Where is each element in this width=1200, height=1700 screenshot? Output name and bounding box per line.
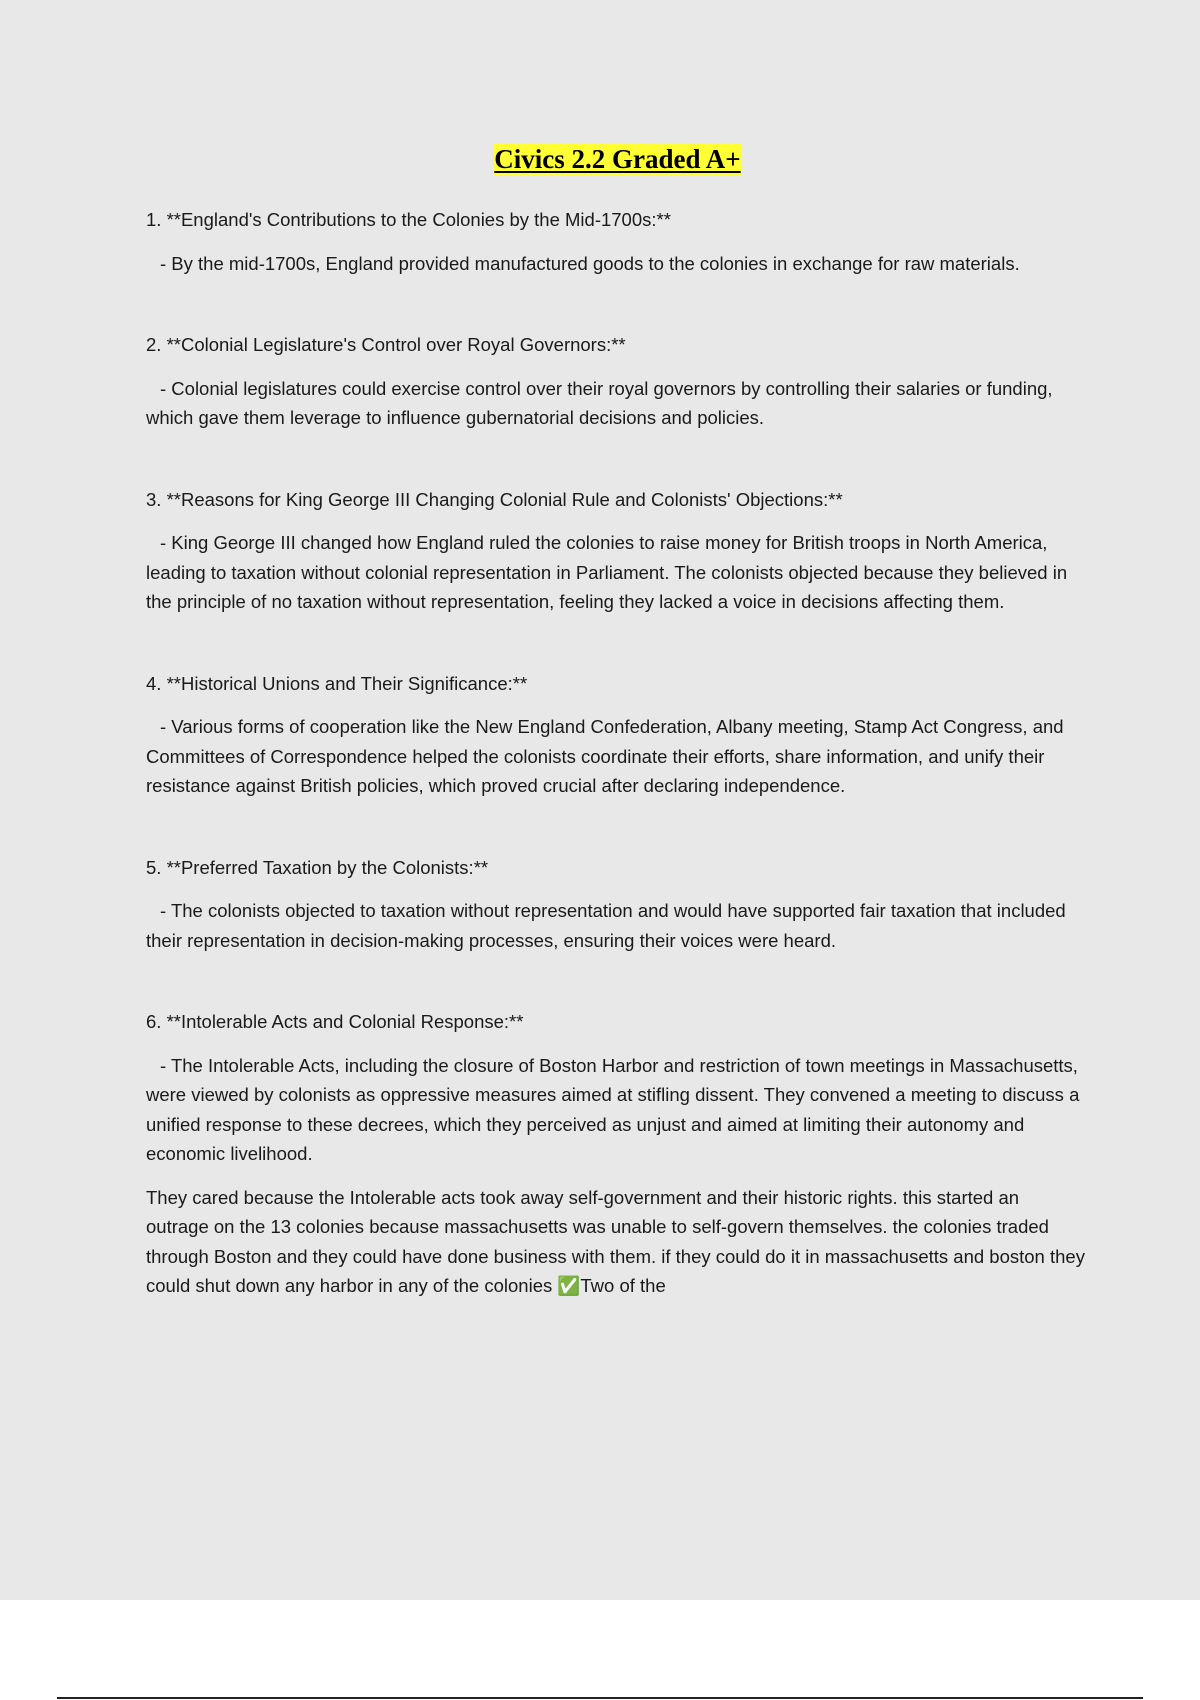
section-answer (146, 1051, 1086, 1169)
answer-text: - Colonial legislatures could exercise control over their royal governors by controlling their salaries or funding, which gave them leverage to influence gubernatorial decisions and policies. (146, 377, 1053, 428)
section-extra-paragraph: They cared because the Intolerable acts took away self-government and their historic rights. this started an outrage on the 13 colonies because massachusetts was unable to self-govern themselves. the colonies traded through Boston and they could have done business with them. if they could do it in massachusetts and boston they could shut down any harbor in any of the colonies ✅Two of the (146, 1186, 1085, 1296)
section-5 (146, 853, 1086, 956)
title-wrapper (0, 143, 1200, 175)
document-title: Civics 2.2 Graded A+ (494, 144, 741, 174)
section-answer (146, 528, 1086, 617)
section-answer (146, 249, 1086, 279)
answer-text: - The Intolerable Acts, including the closure of Boston Harbor and restriction of town meetings in Massachusetts, were viewed by colonists as oppressive measures aimed at stifling dissent. They convened a meeting to discuss a unified response to these decrees, which they perceived as unjust and aimed at limiting their autonomy and economic livelihood. (146, 1054, 1080, 1164)
section-answer (146, 374, 1086, 433)
answer-text: - Various forms of cooperation like the New England Confederation, Albany meeting, Stamp Act Congress, and Committees of Correspondence helped the colonists coordinate their efforts, share information, and unify their resistance against British policies, which proved crucial after declaring independence. (146, 716, 1064, 796)
section-heading: 2. **Colonial Legislature's Control over Royal Governors:** (146, 334, 626, 355)
section-answer (146, 896, 1086, 955)
section-1 (146, 205, 1086, 278)
section-heading: 4. **Historical Unions and Their Significance:** (146, 672, 528, 694)
section-answer (146, 712, 1086, 801)
section-heading: 1. **England's Contributions to the Colonies by the Mid-1700s:** (146, 209, 671, 230)
answer-text: - King George III changed how England ruled the colonies to raise money for British troops in North America, leading to taxation without colonial representation in Parliament. The colonists objected because they believed in the principle of no taxation without representation, feeling they lacked a voice in decisions affecting them. (146, 532, 1068, 612)
section-2 (146, 330, 1086, 433)
section-heading: 5. **Preferred Taxation by the Colonists:** (146, 856, 489, 878)
section-3 (146, 485, 1086, 617)
section-6 (146, 1007, 1086, 1301)
document-body (146, 205, 1086, 1301)
footer-rule (57, 1697, 1143, 1699)
section-heading: 6. **Intolerable Acts and Colonial Response:** (146, 1011, 524, 1032)
section-4 (146, 669, 1086, 801)
answer-text: - By the mid-1700s, England provided manufactured goods to the colonies in exchange for raw materials. (160, 252, 1020, 274)
answer-text: - The colonists objected to taxation without representation and would have supported fair taxation that included their representation in decision-making processes, ensuring their voices were heard. (146, 900, 1066, 951)
section-heading: 3. **Reasons for King George III Changing Colonial Rule and Colonists' Objections:** (146, 488, 843, 510)
